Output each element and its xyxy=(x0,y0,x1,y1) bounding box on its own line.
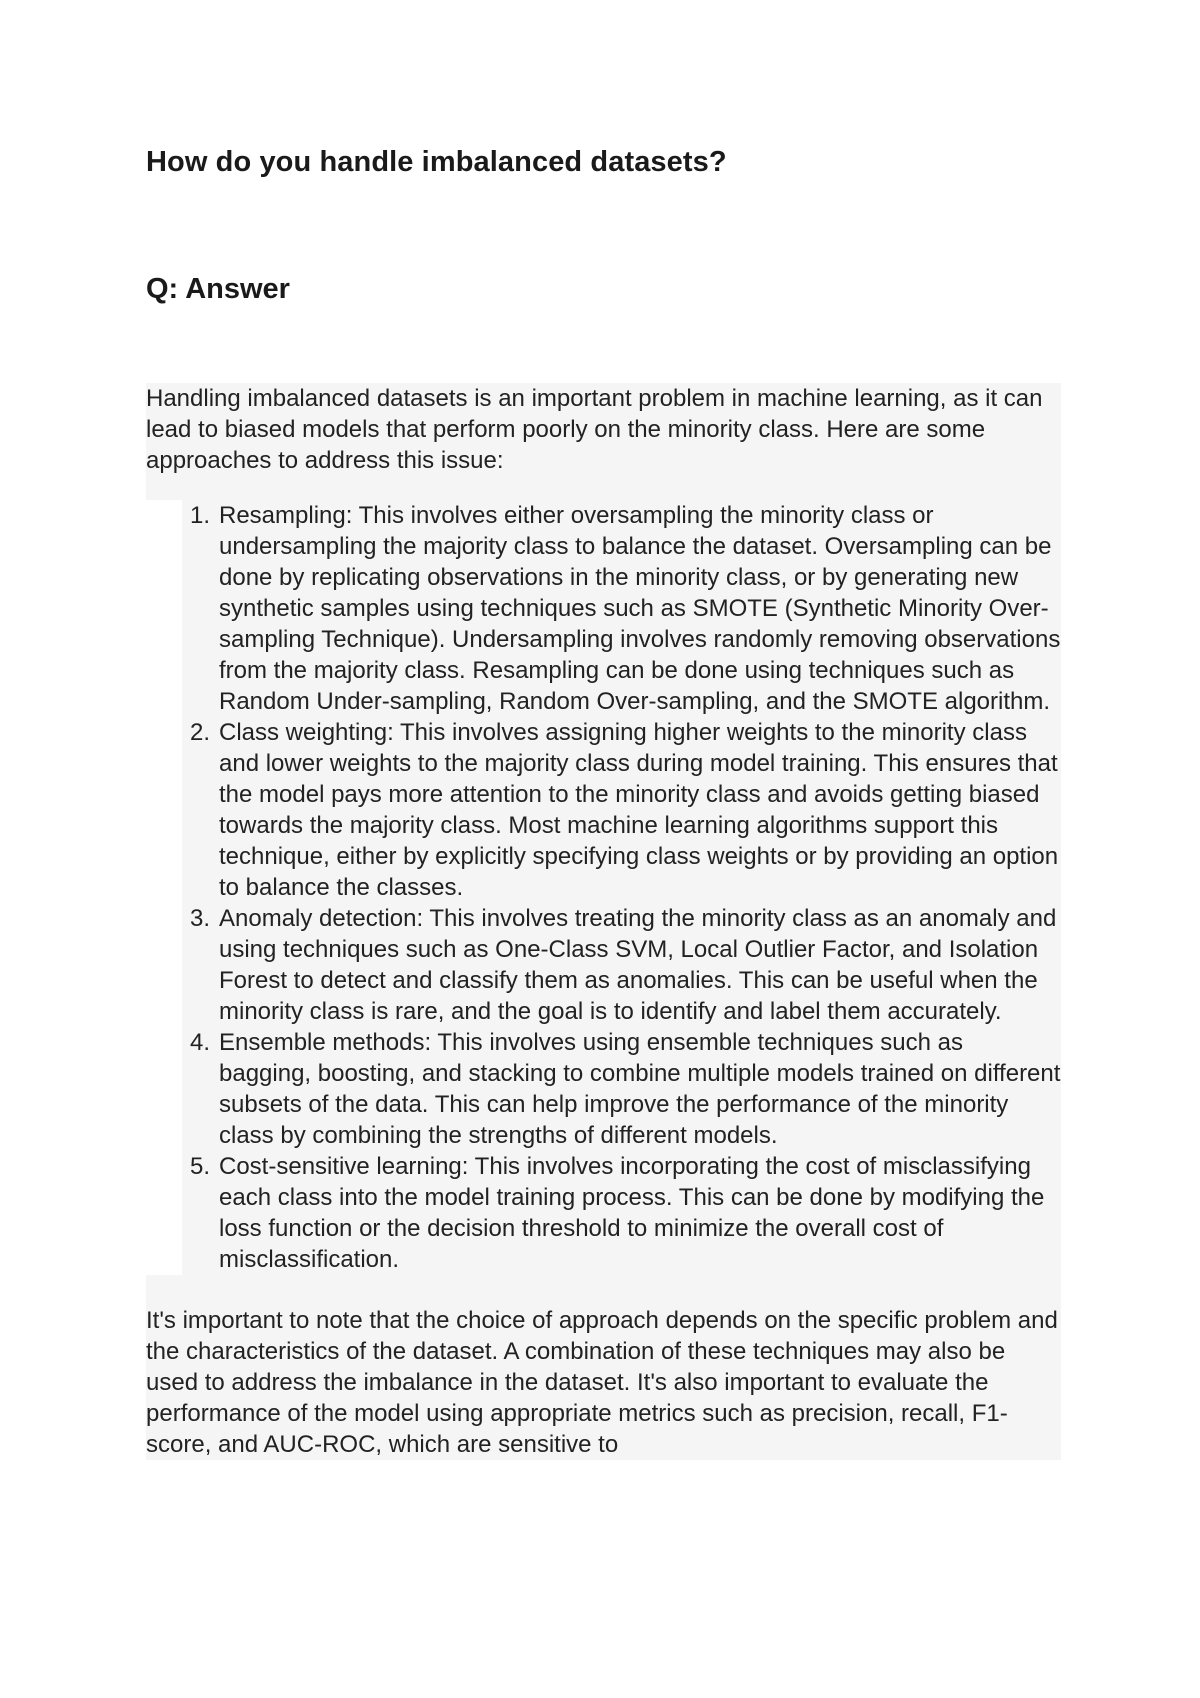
list-item xyxy=(182,1151,1061,1275)
list-item-text: Cost-sensitive learning: This involves incorporating the cost of misclassifying each class into the model training process. This can be done by modifying the loss function or the decision threshold to minimize the overall cost of misclassification. xyxy=(219,1153,1045,1273)
paragraph-gap xyxy=(146,1275,1061,1305)
approaches-list xyxy=(182,500,1061,1275)
list-item-text: Ensemble methods: This involves using ensemble techniques such as bagging, boosting, and stacking to combine multiple models trained on different subsets of the data. This can help improve the performance of the minority class by combining the strengths of different models. xyxy=(219,1029,1061,1149)
answer-body xyxy=(146,383,1061,1530)
list-item-text: Resampling: This involves either oversampling the minority class or undersampling the majority class to balance the dataset. Oversampling can be done by replicating observations in the minority class, or by generating new synthetic samples using techniques such as SMOTE (Synthetic Minority Over-sampling Technique). Undersampling involves randomly removing observations from the majority class. Resampling can be done using techniques such as Random Under-sampling, Random Over-sampling, and the SMOTE algorithm. xyxy=(219,502,1061,715)
list-item-number: 1. xyxy=(189,502,210,529)
section-heading: Q: Answer xyxy=(146,273,290,305)
list-item-number: 3. xyxy=(189,905,210,932)
approaches-list-wrapper xyxy=(146,500,1061,1275)
list-item-number: 5. xyxy=(189,1153,210,1180)
intro-paragraph: Handling imbalanced datasets is an important problem in machine learning, as it can lead to biased models that perform poorly on the minority class. Here are some approaches to address this issue: xyxy=(146,383,1061,476)
list-item-number: 2. xyxy=(189,719,210,746)
list-item xyxy=(182,500,1061,717)
list-item xyxy=(182,903,1061,1027)
list-item-text: Anomaly detection: This involves treating the minority class as an anomaly and using techniques such as One-Class SVM, Local Outlier Factor, and Isolation Forest to detect and classify them as anomalies. This can be useful when the minority class is rare, and the goal is to identify and label them accurately. xyxy=(219,905,1057,1025)
list-item xyxy=(182,1027,1061,1151)
list-item xyxy=(182,717,1061,903)
page-title: How do you handle imbalanced datasets? xyxy=(146,146,727,178)
conclusion-paragraph: It's important to note that the choice of approach depends on the specific problem and the characteristics of the dataset. A combination of these techniques may also be used to address the imbalance in the dataset. It's also important to evaluate the performance of the model using appropriate metrics such as precision, recall, F1-score, and AUC-ROC, which are sensitive to xyxy=(146,1305,1061,1460)
list-item-text: Class weighting: This involves assigning higher weights to the minority class and lower weights to the majority class during model training. This ensures that the model pays more attention to the minority class and avoids getting biased towards the majority class. Most machine learning algorithms support this technique, either by explicitly specifying class weights or by providing an option to balance the classes. xyxy=(219,719,1059,901)
paragraph-gap xyxy=(146,476,1061,500)
list-item-number: 4. xyxy=(189,1029,210,1056)
